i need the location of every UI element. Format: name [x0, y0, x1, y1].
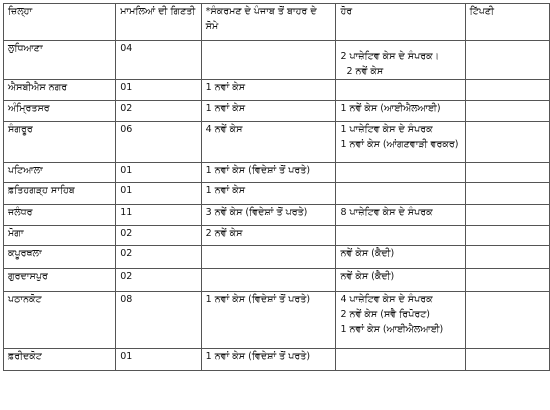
cell-district: ਫ਼ਤਿਹਗੜ੍ਹ ਸਾਹਿਬ — [4, 183, 116, 205]
cell-source — [201, 101, 336, 122]
cell-source-line: 1 ਨਵਾਂ ਕੇਸ (ਵਿਦੇਸ਼ਾਂ ਤੋਂ ਪਰਤੇ) — [205, 351, 311, 362]
cell-count: 01 — [116, 80, 201, 101]
header-source: *ਸੰਕਰਮਣ ਦੇ ਪੰਜਾਬ ਤੋਂ ਬਾਹਰ ਦੇ ਸੋਮੇ — [201, 4, 336, 41]
cell-source — [201, 292, 336, 349]
cell-remarks — [465, 205, 549, 226]
cell-other-line: 8 ਪਾਜ਼ੇਟਿਵ ਕੇਸ ਦੇ ਸੰਪਰਕ — [340, 207, 433, 218]
table-row — [4, 101, 550, 122]
cell-count: 01 — [116, 183, 201, 205]
cell-other — [336, 349, 465, 371]
cell-other — [336, 205, 465, 226]
table-row — [4, 226, 550, 246]
cell-other — [336, 183, 465, 205]
cases-table — [3, 3, 550, 371]
cell-count: 06 — [116, 122, 201, 163]
cell-source — [201, 183, 336, 205]
cell-count: 02 — [116, 246, 201, 269]
cell-remarks — [465, 101, 549, 122]
header-count: ਮਾਮਲਿਆਂ ਦੀ ਗਿਣਤੀ — [116, 4, 201, 41]
cell-other-line: 1 ਪਾਜ਼ੇਟਿਵ ਕੇਸ ਦੇ ਸੰਪਰਕ — [340, 124, 433, 135]
table-row — [4, 183, 550, 205]
table-row — [4, 41, 550, 80]
cell-source — [201, 269, 336, 292]
cell-other-line: ਨਵੇਂ ਕੇਸ (ਕੈਦੀ) — [340, 248, 395, 259]
cell-other-line: 2 ਪਾਜ਼ੇਟਿਵ ਕੇਸ ਦੇ ਸੰਪਰਕ। — [340, 51, 440, 62]
table-row — [4, 205, 550, 226]
cell-source — [201, 41, 336, 80]
cell-count: 02 — [116, 101, 201, 122]
cell-remarks — [465, 349, 549, 371]
cell-count: 08 — [116, 292, 201, 349]
cell-count: 02 — [116, 269, 201, 292]
cell-other — [336, 101, 465, 122]
cell-district: ਅੰਮ੍ਰਿਤਸਰ — [4, 101, 116, 122]
cell-other-line: 1 ਨਵਾਂ ਕੇਸ (ਆਂਗਣਵਾੜੀ ਵਰਕਰ) — [340, 139, 459, 150]
cell-count: 04 — [116, 41, 201, 80]
table-row — [4, 269, 550, 292]
cell-remarks — [465, 80, 549, 101]
table-row — [4, 246, 550, 269]
cell-source-line: 1 ਨਵਾਂ ਕੇਸ — [205, 185, 246, 196]
cell-district: ਐਸਬੀਐਸ ਨਗਰ — [4, 80, 116, 101]
cell-source — [201, 122, 336, 163]
cell-other — [336, 122, 465, 163]
cell-source — [201, 226, 336, 246]
table-row — [4, 122, 550, 163]
cell-other-line: 1 ਨਵੇਂ ਕੇਸ (ਆਈਐਲਆਈ) — [340, 103, 441, 114]
cell-remarks — [465, 41, 549, 80]
header-remarks: ਟਿੱਪਣੀ — [465, 4, 549, 41]
cell-count: 01 — [116, 163, 201, 183]
header-district: ਜ਼ਿਲ੍ਹਾ — [4, 4, 116, 41]
cell-remarks — [465, 269, 549, 292]
cell-district: ਫ਼ਰੀਦਕੋਟ — [4, 349, 116, 371]
cell-remarks — [465, 183, 549, 205]
table-row — [4, 292, 550, 349]
cell-source-line: 1 ਨਵਾਂ ਕੇਸ — [205, 82, 246, 93]
cell-district: ਮੋਗਾ — [4, 226, 116, 246]
cell-source-line: 4 ਨਵੇਂ ਕੇਸ — [205, 124, 243, 135]
cell-district: ਲੁਧਿਆਣਾ — [4, 41, 116, 80]
header-other: ਹੋਰ — [336, 4, 465, 41]
table-row — [4, 349, 550, 371]
cell-other-line: 2 ਨਵੇਂ ਕੇਸ — [346, 66, 384, 77]
cell-remarks — [465, 292, 549, 349]
cell-district: ਜਲੰਧਰ — [4, 205, 116, 226]
cell-source — [201, 349, 336, 371]
table-body — [4, 41, 550, 371]
cell-district: ਕਪੂਰਥਲਾ — [4, 246, 116, 269]
cell-other-line: ਨਵੇਂ ਕੇਸ (ਕੈਦੀ) — [340, 271, 395, 282]
cell-source-line: 2 ਨਵੇਂ ਕੇਸ — [205, 228, 243, 239]
cell-district: ਸੰਗਰੂਰ — [4, 122, 116, 163]
cell-district: ਪਠਾਨਕੋਟ — [4, 292, 116, 349]
cell-other — [336, 80, 465, 101]
cell-source — [201, 80, 336, 101]
cell-other — [336, 163, 465, 183]
cell-district: ਗੁਰਦਾਸਪੁਰ — [4, 269, 116, 292]
cell-other-line: 2 ਨਵੇਂ ਕੇਸ (ਸਵੈ ਰਿਪੋਰਟ) — [340, 309, 431, 320]
cell-count: 11 — [116, 205, 201, 226]
table-row — [4, 163, 550, 183]
cell-source — [201, 163, 336, 183]
cell-source-line: 1 ਨਵਾਂ ਕੇਸ (ਵਿਦੇਸ਼ਾਂ ਤੋਂ ਪਰਤੇ) — [205, 165, 311, 176]
cell-count: 01 — [116, 349, 201, 371]
cell-other — [336, 226, 465, 246]
cell-count: 02 — [116, 226, 201, 246]
cell-remarks — [465, 163, 549, 183]
cell-source — [201, 205, 336, 226]
header-row — [4, 4, 550, 41]
truncated-footer-line — [0, 404, 550, 410]
cell-source — [201, 246, 336, 269]
cell-other — [336, 292, 465, 349]
cell-source-line: 1 ਨਵਾਂ ਕੇਸ (ਵਿਦੇਸ਼ਾਂ ਤੋਂ ਪਰਤੇ) — [205, 294, 311, 305]
cell-remarks — [465, 226, 549, 246]
cell-source-line: 3 ਨਵੇਂ ਕੇਸ (ਵਿਦੇਸ਼ਾਂ ਤੋਂ ਪਰਤੇ) — [205, 207, 308, 218]
cell-other — [336, 41, 465, 80]
cell-other — [336, 246, 465, 269]
cell-source-line: 1 ਨਵਾਂ ਕੇਸ — [205, 103, 246, 114]
table-row — [4, 80, 550, 101]
cell-other-line: 1 ਨਵਾਂ ਕੇਸ (ਆਈਐਲਆਈ) — [340, 324, 444, 335]
cell-remarks — [465, 122, 549, 163]
cell-district: ਪਟਿਆਲਾ — [4, 163, 116, 183]
cell-remarks — [465, 246, 549, 269]
cell-other — [336, 269, 465, 292]
cell-other-line: 4 ਪਾਜ਼ੇਟਿਵ ਕੇਸ ਦੇ ਸੰਪਰਕ — [340, 294, 433, 305]
